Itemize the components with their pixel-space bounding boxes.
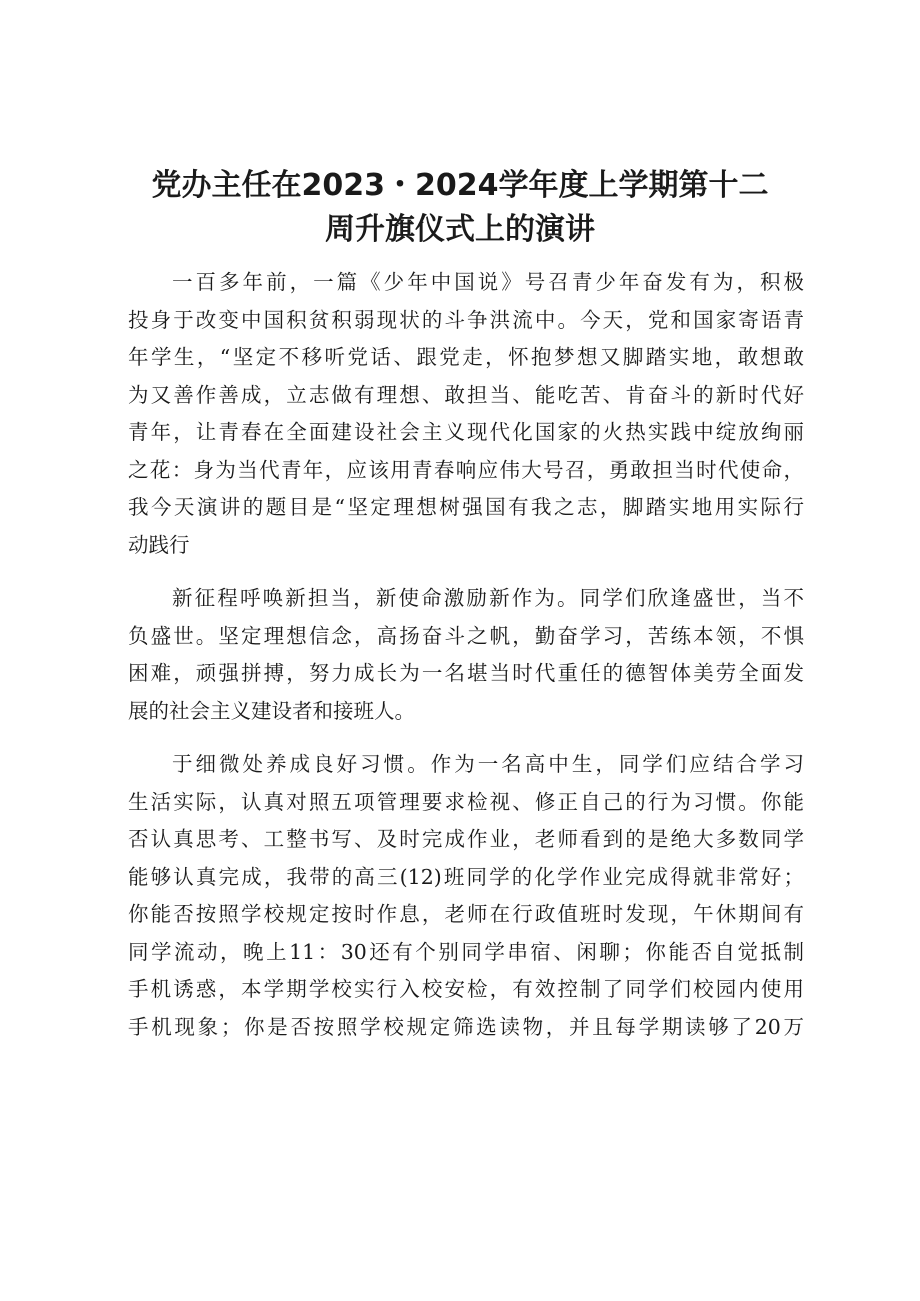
paragraph-line: 新征程呼唤新担当，新使命激励新作为。同学们欣逢盛世，当不 <box>172 586 804 610</box>
paragraph-3 <box>128 746 804 1046</box>
paragraph-line: 展的社会主义建设者和接班人。 <box>128 698 415 723</box>
paragraph-line: 能够认真完成，我带的高三(12)班同学的化学作业完成得就非常好； <box>128 864 804 889</box>
paragraph-line: 生活实际，认真对照五项管理要求检视、修正自己的行为习惯。你能 <box>128 789 804 814</box>
paragraph-line: 青年，让青春在全面建设社会主义现代化国家的火热实践中绽放绚丽 <box>128 420 804 444</box>
document-body <box>128 264 804 1062</box>
paragraph-line: 于细微处养成良好习惯。作为一名高中生，同学们应结合学习 <box>172 752 804 776</box>
paragraph-line: 你能否按照学校规定按时作息，老师在行政值班时发现，午休期间有 <box>128 902 804 926</box>
title-line-1: 党办主任在2023・2024学年度上学期第十二 <box>151 168 769 203</box>
paragraph-line: 一百多年前，一篇《少年中国说》号召青少年奋发有为，积极 <box>172 270 804 294</box>
paragraph-line: 年学生，“坚定不移听党话、跟党走，怀抱梦想又脚踏实地，敢想敢 <box>128 345 804 369</box>
paragraph-line: 手机诱惑，本学期学校实行入校安检，有效控制了同学们校园内使用 <box>128 977 804 1001</box>
paragraph-line: 困难，顽强拼搏，努力成长为一名堪当时代重任的德智体美劳全面发 <box>128 661 804 685</box>
paragraph-line: 为又善作善成，立志做有理想、敢担当、能吃苦、肯奋斗的新时代好 <box>128 382 804 407</box>
paragraph-line: 负盛世。坚定理想信念，高扬奋斗之帆，勤奋学习，苦练本领，不惧 <box>128 623 804 648</box>
paragraph-line: 手机现象；你是否按照学校规定筛选读物，并且每学期读够了20万 <box>128 1014 804 1039</box>
paragraph-line: 同学流动，晚上11：30还有个别同学串宿、闲聊；你能否自觉抵制 <box>128 939 804 964</box>
paragraph-line: 否认真思考、工整书写、及时完成作业，老师看到的是绝大多数同学 <box>128 827 804 851</box>
paragraph-2 <box>128 580 804 730</box>
paragraph-line: 之花：身为当代青年，应该用青春响应伟大号召，勇敢担当时代使命， <box>128 457 804 482</box>
paragraph-line: 投身于改变中国积贫积弱现状的斗争洪流中。今天，党和国家寄语青 <box>128 307 804 332</box>
title-line-2: 周升旗仪式上的演讲 <box>325 212 595 247</box>
paragraph-line: 我今天演讲的题目是“坚定理想树强国有我之志，脚踏实地用实际行 <box>128 495 804 519</box>
paragraph-line: 动践行 <box>128 532 190 557</box>
paragraph-1 <box>128 264 804 564</box>
document-title <box>100 164 820 252</box>
